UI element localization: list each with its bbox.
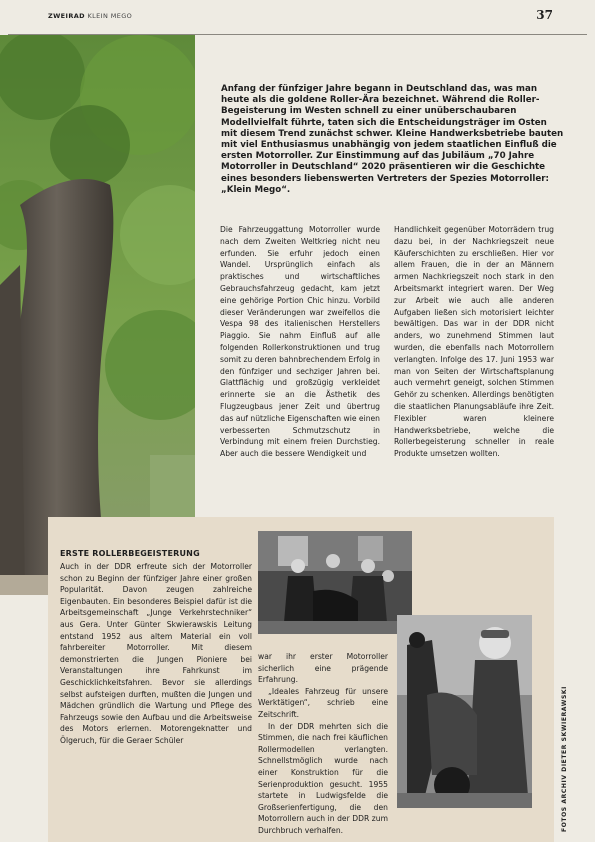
photo-credit-text: FOTOS ARCHIV DIETER SKWIERAWSKI (561, 685, 568, 832)
section-label: ZWEIRAD (48, 12, 85, 20)
sidebar-heading: ERSTE ROLLERBEGEISTERUNG (60, 549, 200, 558)
sidebar-paragraph: war ihr erster Motorroller sicherlich eine prägende Erfahrung. (258, 652, 388, 685)
tree-photo (0, 35, 195, 595)
photo-credit (561, 682, 573, 832)
body-column-1: Die Fahrzeuggattung Motorroller wurde nach dem Zweiten Weltkrieg nicht neu erfunden. Sie erfuhr jedoch einen Wandel. Ursprünglich einfach als praktisches und wirtschaftliches Gebrauchsfahrzeug gedacht, kam jetzt eine gehörige Portion Chic hinzu. Vorbild dieser Veränderungen war zweifellos die Vespa 98 des italienischen Herstellers Piaggio. Sie nahm Einfluß auf alle folgenden Rollerkonstruktionen und trug somit zu deren bahnbrechendem Erfolg in den fünfziger und sechziger Jahren bei. Glattflächig und großzügig verkleidet erinnerte sie an die Ästhetik des Flugzeugbaus jener Zeit und übertrug das auf nützliche Eigenschaften wie einen verbesserten Schmutzschutz in Verbindung mit einem freien Durchstieg. Aber auch die bessere Wendigkeit und (220, 225, 380, 459)
page-number: 37 (536, 8, 553, 22)
body-column-2: Handlichkeit gegenüber Motorrädern trug dazu bei, in der Nachkriegszeit neue Käuferschichten zu erschließen. Hier vor allem Frauen, die in der an Männern armen Nachkriegszeit noch stark in den Arbeitsmarkt integriert waren. Der Weg zur Arbeit wie auch alle anderen Aufgaben ließen sich motorisiert leichter bewältigen. Das war in der DDR nicht anders, wo zunehmend Stimmen laut wurden, die ebenfalls nach Motorrollern verlangten. Infolge des 17. Juni 1953 war man von Seiten der Wirtschaftsplanung auch vermehrt geneigt, solchen Stimmen Gehör zu schenken. Allerdings benötigten die staatlichen Planungsabläufe ihre Zeit. Flexibler waren kleinere Handwerksbetriebe, welche die Rollerbegeisterung schneller in reale Produkte umsetzen wollten. (394, 225, 554, 459)
intro-paragraph: Anfang der fünfziger Jahre begann in Deutschland das, was man heute als die goldene Roller-Ära bezeichnet. Während die Roller-Begeisterung im Westen schnell zu einer unüberschaubaren Modellvielfalt führte, taten sich die Entscheidungsträger im Osten mit diesem Trend zunächst schwer. Kleine Handwerksbetriebe bauten mit viel Enthusiasmus unabhängig von jedem staatlichen Einfluß die ersten Motorroller. Zur Einstimmung auf das Jubiläum „70 Jahre Motorroller in Deutschland“ 2020 präsentieren wir die Geschichte eines besonders liebenswerten Vertreters der Spezies Motorroller: „Klein Mego“. (221, 84, 564, 195)
running-header (48, 12, 132, 20)
sidebar-paragraph: „Ideales Fahrzeug für unsere Werktätigen“, schrieb eine Zeitschrift. (258, 686, 388, 719)
group-photo (258, 531, 412, 634)
subsection-label: KLEIN MEGO (87, 12, 133, 20)
sidebar-paragraph: In der DDR mehrten sich die Stimmen, die nach frei käuflichen Rollermodellen verlangten. Schnellstmöglich wurde nach einer Konstruktion für die Serienproduktion gesucht. 1955 startete in Ludwigsfelde die Großserienfertigung, die den Motorrollern auch in der DDR zum Durchbruch verhalfen. (258, 721, 388, 835)
sidebar-column-1: Auch in der DDR erfreute sich der Motorroller schon zu Beginn der fünfziger Jahre einer großen Popularität. Davon zeugen zahlreiche Eigenbauten. Ein besonderes Beispiel dafür ist die Arbeitsgemeinschaft „Junge Verkehrstechniker“ aus Gera. Unter Günter Skwierawskis Leitung entstand 1952 aus altem Material ein voll fahrbereiter Motorroller. Mit diesem demonstrierten die Jungen Pioniere bei Veranstaltungen ihre Fahrkunst im Geschicklichkeitsfahren. Bevor sie allerdings selbst aufsteigen durften, mußten die Jungen und Mädchen gründlich die Wartung und Pflege des Fahrzeugs sowie den Aufbau und die Arbeitsweise des Motors erlernen. Motorengeknatter und Ölgeruch, für die Geraer Schüler (60, 562, 252, 745)
rider-photo (397, 615, 532, 808)
sidebar-column-2 (258, 651, 388, 837)
